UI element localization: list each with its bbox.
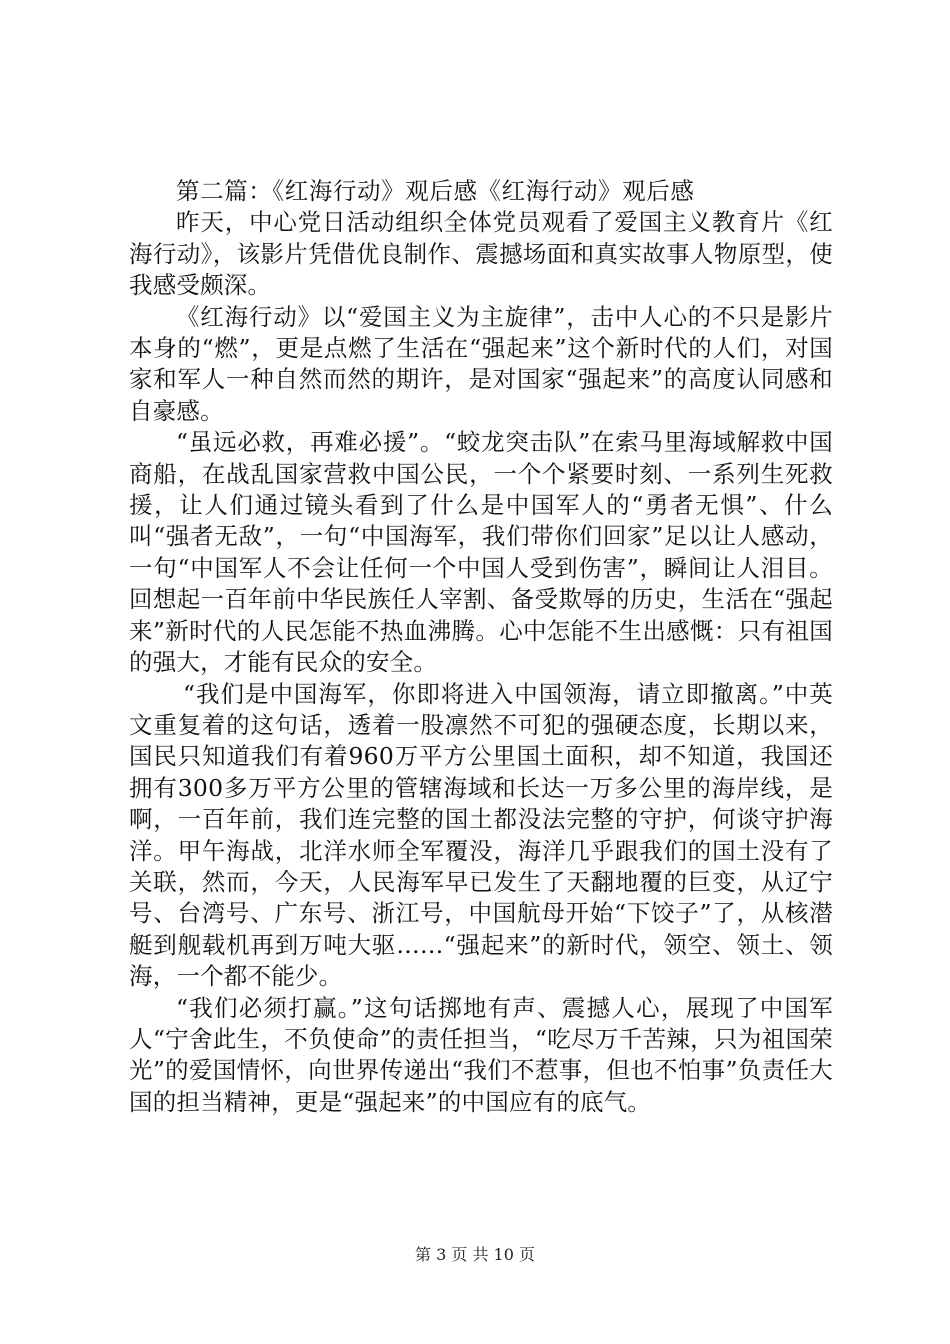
paragraph-navy: “我们是中国海军，你即将进入中国领海，请立即撤离。”中英文重复着的这句话，透着一股凛然不可犯的强硬态度，长期以来，国民只知道我们有着960万平方公里国土面积，却不知道，我国还拥有300多万平方公里的管辖海域和长达一万多公里的海岸线，是啊，一百年前，我们连完整的国土都没法完整的守护，何谈守护海洋。甲午海战，北洋水师全军覆没，海洋几乎跟我们的国土没有了关联，然而，今天，人民海军早已发生了天翻地覆的巨变，从辽宁号、台湾号、广东号、浙江号，中国航母开始“下饺子”了，从核潜艇到舰载机再到万吨大驱……“强起来”的新时代，领空、领土、领海，一个都不能少。 — [129, 679, 833, 991]
paragraph-intro: 昨天，中心党日活动组织全体党员观看了爱国主义教育片《红海行动》，该影片凭借优良制作、震撼场面和真实故事人物原型，使我感受颇深。 — [129, 208, 833, 300]
page-footer: 第 3 页 共 10 页 — [415, 1245, 535, 1264]
paragraph-victory: “我们必须打赢。”这句话掷地有声、震撼人心，展现了中国军人“宁舍此生，不负使命”的责任担当，“吃尽万千苦辣，只为祖国荣光”的爱国情怀，向世界传递出“我们不惹事，但也不怕事”负责任大国的担当精神，更是“强起来”的中国应有的底气。 — [129, 993, 833, 1116]
paragraph-rescue: “虽远必救，再难必援”。“蛟龙突击队”在索马里海域解救中国商船，在战乱国家营救中国公民，一个个紧要时刻、一系列生死救援，让人们通过镜头看到了什么是中国军人的“勇者无惧”、什么叫“强者无敌”，一句“中国海军，我们带你们回家”足以让人感动，一句“中国军人不会让任何一个中国人受到伤害”，瞬间让人泪目。回想起一百年前中华民族任人宰割、备受欺辱的历史，生活在“强起来”新时代的人民怎能不热血沸腾。心中怎能不生出感慨：只有祖国的强大，才能有民众的安全。 — [129, 428, 833, 677]
article-heading: 第二篇：《红海行动》观后感《红海行动》观后感 — [176, 177, 695, 205]
document-body — [129, 176, 833, 1118]
paragraph-theme: 《红海行动》以“爱国主义为主旋律”，击中人心的不只是影片本身的“燃”，更是点燃了生活在“强起来”这个新时代的人们，对国家和军人一种自然而然的期许，是对国家“强起来”的高度认同感和自豪感。 — [129, 302, 833, 425]
